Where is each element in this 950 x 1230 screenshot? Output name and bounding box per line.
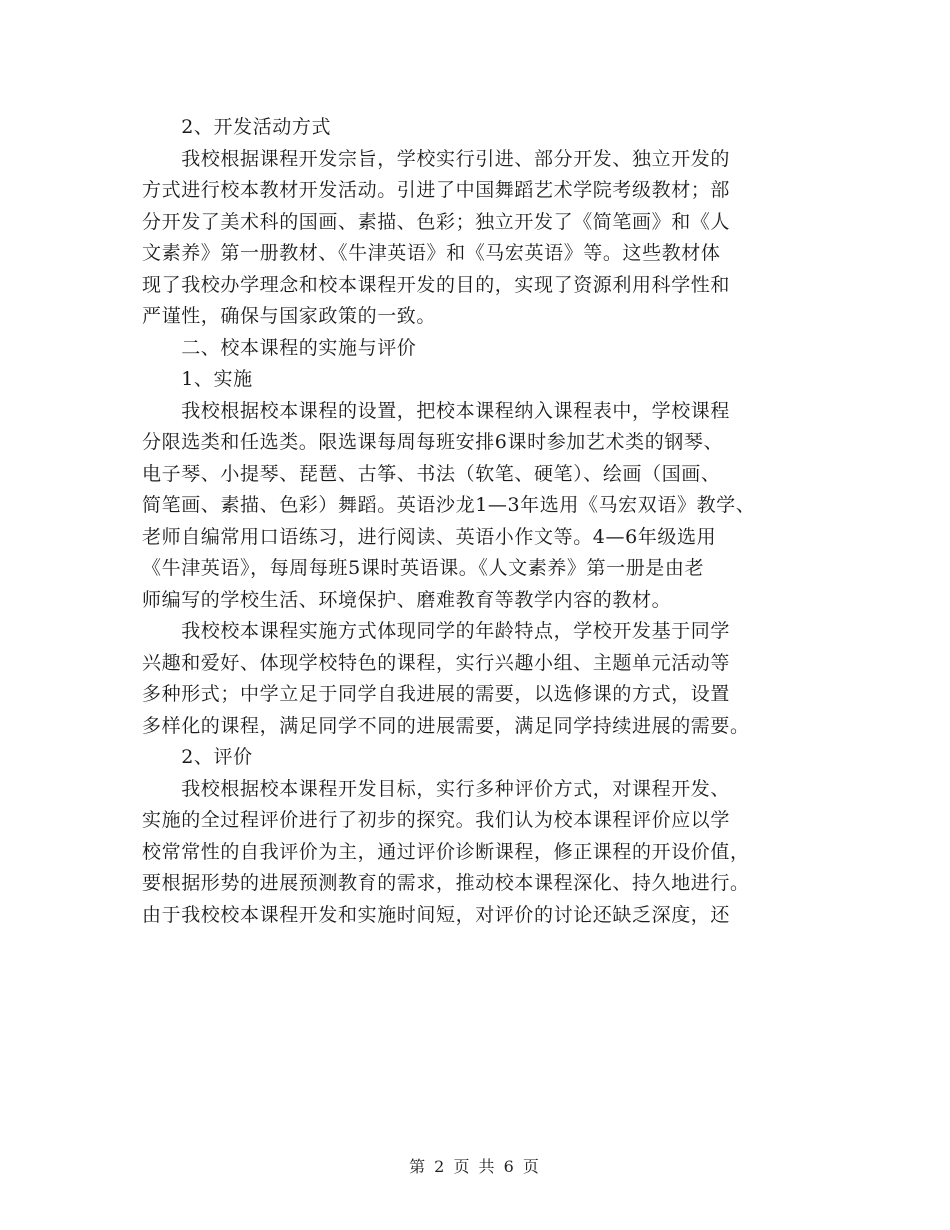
paragraph-line: 我校根据课程开发宗旨，学校实行引进、部分开发、独立开发的 (142, 147, 731, 170)
paragraph-line: 现了我校办学理念和校本课程开发的目的，实现了资源利用科学性和 (142, 273, 731, 296)
paragraph-line: 要根据形势的进展预测教育的需求，推动校本课程深化、持久地进行。 (142, 872, 750, 894)
paragraph-line: 校常常性的自我评价为主，通过评价诊断课程，修正课程的开设价值， (142, 840, 750, 863)
paragraph-line: 简笔画、素描、色彩）舞蹈。英语沙龙1—3年选用《马宏双语》教学、 (142, 494, 756, 516)
paragraph-line: 我校根据校本课程开发目标，实行多种评价方式，对课程开发、 (142, 777, 731, 800)
paragraph-line: 兴趣和爱好、体现学校特色的课程，实行兴趣小组、主题单元活动等 (142, 651, 731, 674)
heading-evaluation: 2、评价 (142, 746, 253, 768)
page-number-footer: 第 2 页 共 6 页 (409, 1157, 541, 1176)
paragraph-line: 《牛津英语》，每周每班5课时英语课。《人文素养》第一册是由老 (142, 557, 705, 579)
document-body (142, 112, 822, 931)
heading-implementation: 1、实施 (142, 368, 253, 390)
paragraph-line: 我校校本课程实施方式体现同学的年龄特点，学校开发基于同学 (142, 620, 731, 642)
section-heading-implementation-evaluation: 二、校本课程的实施与评价 (142, 336, 417, 359)
paragraph-line: 分限选类和任选类。限选课每周每班安排6课时参加艺术类的钢琴、 (142, 431, 724, 453)
paragraph-line: 文素养》第一册教材、《牛津英语》和《马宏英语》等。这些教材体 (142, 242, 721, 264)
heading-development-method: 2、开发活动方式 (142, 116, 332, 138)
paragraph-line: 方式进行校本教材开发活动。引进了中国舞蹈艺术学院考级教材；部 (142, 179, 731, 201)
paragraph-line: 由于我校校本课程开发和实施时间短，对评价的讨论还缺乏深度，还 (142, 903, 731, 926)
paragraph-line: 我校根据校本课程的设置，把校本课程纳入课程表中，学校课程 (142, 399, 731, 422)
paragraph-line: 分开发了美术科的国画、素描、色彩；独立开发了《简笔画》和《人 (142, 210, 731, 233)
paragraph-line: 严谨性，确保与国家政策的一致。 (142, 305, 437, 327)
paragraph-line: 实施的全过程评价进行了初步的探究。我们认为校本课程评价应以学 (142, 809, 731, 831)
paragraph-line: 师编写的学校生活、环境保护、磨难教育等教学内容的教材。 (142, 588, 672, 611)
paragraph-line: 多样化的课程，满足同学不同的进展需要，满足同学持续进展的需要。 (142, 714, 750, 737)
paragraph-line: 多种形式；中学立足于同学自我进展的需要，以选修课的方式，设置 (142, 683, 731, 705)
paragraph-line: 老师自编常用口语练习，进行阅读、英语小作文等。4—6年级选用 (142, 525, 717, 548)
paragraph-line: 电子琴、小提琴、琵琶、古筝、书法（软笔、硬笔）、绘画（国画、 (142, 462, 721, 485)
